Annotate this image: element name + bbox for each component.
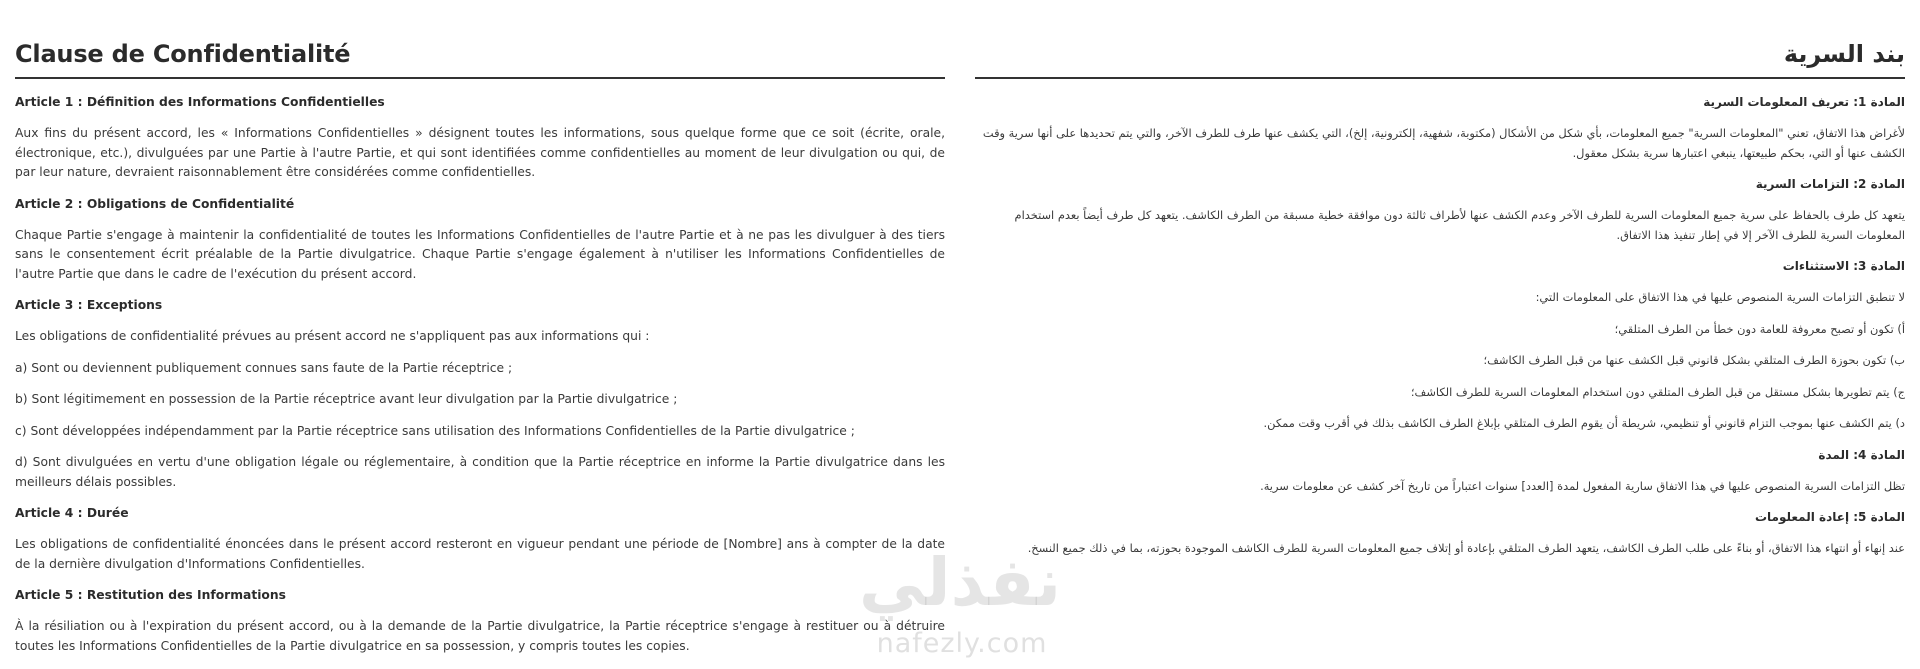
article-paragraph: عند إنهاء أو انتهاء هذا الاتفاق، أو بناءً على طلب الطرف الكاشف، يتعهد الطرف المتلقي بإعادة أو إتلاف جميع المعلومات السرية للطرف الكاشف الموجودة بحوزته، بما في ذلك جميع النسخ. [1027, 541, 1905, 555]
exception-item: د) يتم الكشف عنها بموجب التزام قانوني أو تنظيمي، شريطة أن يقوم الطرف المتلقي بإبلاغ الطرف الكاشف بذلك في أقرب وقت ممكن. [1263, 416, 1905, 430]
exception-item: ب) تكون بحوزة الطرف المتلقي بشكل قانوني قبل الكشف عنها من قبل الطرف الكاشف؛ [1483, 353, 1905, 367]
french-article-2 [15, 195, 945, 285]
arabic-title-divider [975, 77, 1905, 79]
article-heading: المادة 1: تعريف المعلومات السرية [1703, 95, 1905, 109]
article-heading: Article 3 : Exceptions [15, 298, 163, 312]
article-heading: Article 2 : Obligations de Confidentialité [15, 196, 295, 211]
french-article-1 [15, 93, 945, 183]
exception-item: a) Sont ou deviennent publiquement connues sans faute de la Partie réceptrice ; [15, 360, 513, 375]
exception-item: c) Sont développées indépendamment par la Partie réceptrice sans utilisation des Informations Confidentielles de la Partie divulgatrice ; [15, 423, 855, 438]
article-paragraph: لأغراض هذا الاتفاق، تعني "المعلومات السرية" جميع المعلومات، بأي شكل من الأشكال (مكتوبة، شفهية، إلكترونية، إلخ)، التي يكشف عنها طرف للطرف الآخر، والتي يتم تحديدها على أنها سرية وقت الكشف عنها أو التي، بحكم طبيعتها، ينبغي اعتبارها سرية بشكل معقول. [982, 126, 1905, 160]
exception-item: ج) يتم تطويرها بشكل مستقل من قبل الطرف المتلقي دون استخدام المعلومات السرية للطرف الكاشف؛ [1410, 384, 1905, 399]
article-heading: Article 5 : Restitution des Informations [15, 588, 286, 602]
article-heading: المادة 4: المدة [1818, 447, 1905, 462]
arabic-article-4 [975, 446, 1905, 497]
article-heading: المادة 2: التزامات السرية [1755, 177, 1905, 191]
exception-item: b) Sont légitimement en possession de la Partie réceptrice avant leur divulgation par la Partie divulgatrice ; [15, 392, 678, 406]
article-paragraph: Les obligations de confidentialité énoncées dans le présent accord resteront en vigueur pendant une période de [Nombre] ans à compter de la date de la dernière divulgation d'Informations Confidentielles. [15, 537, 945, 571]
article-paragraph: À la résiliation ou à l'expiration du présent accord, ou à la demande de la Partie divulgatrice, la Partie réceptrice s'engage à restituer ou à détruire toutes les Informations Confidentielles de la Partie divulgatrice en sa possession, y compris toutes les copies. [15, 619, 945, 653]
exception-item: d) Sont divulguées en vertu d'une obligation légale ou réglementaire, à condition que la Partie réceptrice en informe la Partie divulgatrice dans les meilleurs délais possibles. [15, 455, 945, 489]
arabic-article-2 [975, 175, 1905, 245]
arabic-article-3 [975, 257, 1905, 434]
article-paragraph: لا تنطبق التزامات السرية المنصوص عليها في هذا الاتفاق على المعلومات التي: [1535, 290, 1905, 304]
article-paragraph: Les obligations de confidentialité prévues au présent accord ne s'appliquent pas aux informations qui : [15, 329, 650, 343]
exception-item: أ) تكون أو تصبح معروفة للعامة دون خطأ من الطرف المتلقي؛ [1614, 321, 1905, 336]
article-paragraph: يتعهد كل طرف بالحفاظ على سرية جميع المعلومات السرية للطرف الآخر وعدم الكشف عنها لأطراف ثالثة دون موافقة خطية مسبقة من الطرف الكاشف. يتعهد كل طرف أيضاً بعدم استخدام المعلومات السرية للطرف الآخر إلا في إطار تنفيذ هذا الاتفاق. [1014, 208, 1905, 242]
french-article-4 [15, 504, 945, 574]
arabic-title: بند السرية [1783, 40, 1905, 68]
french-article-5 [15, 586, 945, 656]
french-title-divider [15, 77, 945, 79]
article-heading: Article 1 : Définition des Informations Confidentielles [15, 95, 385, 109]
article-heading: Article 4 : Durée [15, 506, 129, 520]
arabic-article-5 [975, 508, 1905, 559]
french-column [15, 38, 945, 656]
watermark-logo: نفذلي [859, 544, 1061, 621]
watermark-domain: nafezly.com [876, 628, 1048, 659]
article-heading: المادة 5: إعادة المعلومات [1754, 510, 1905, 524]
article-paragraph: تظل التزامات السرية المنصوص عليها في هذا الاتفاق سارية المفعول لمدة [العدد] سنوات اعتباراً من تاريخ آخر كشف عن معلومات سرية. [1260, 478, 1905, 493]
article-paragraph: Aux fins du présent accord, les « Informations Confidentielles » désignent toutes les informations, sous quelque forme que ce soit (écrite, orale, électronique, etc.), divulguées par une Partie à l'autre Partie, et qui sont identifiées comme confidentielles au moment de leur divulgation ou qui, de par leur nature, devraient raisonnablement être considérées comme confidentielles. [15, 126, 945, 179]
article-paragraph: Chaque Partie s'engage à maintenir la confidentialité de toutes les Informations Confidentielles de l'autre Partie et à ne pas les divulguer à des tiers sans le consentement écrit préalable de la Partie divulgatrice. Chaque Partie s'engage également à n'utiliser les Informations Confidentielles de l'autre Partie que dans le cadre de l'exécution du présent accord. [15, 227, 945, 281]
article-heading: المادة 3: الاستثناءات [1782, 259, 1905, 273]
french-article-3 [15, 296, 945, 492]
arabic-column [975, 38, 1905, 559]
arabic-article-1 [975, 93, 1905, 163]
french-title: Clause de Confidentialité [15, 40, 351, 68]
